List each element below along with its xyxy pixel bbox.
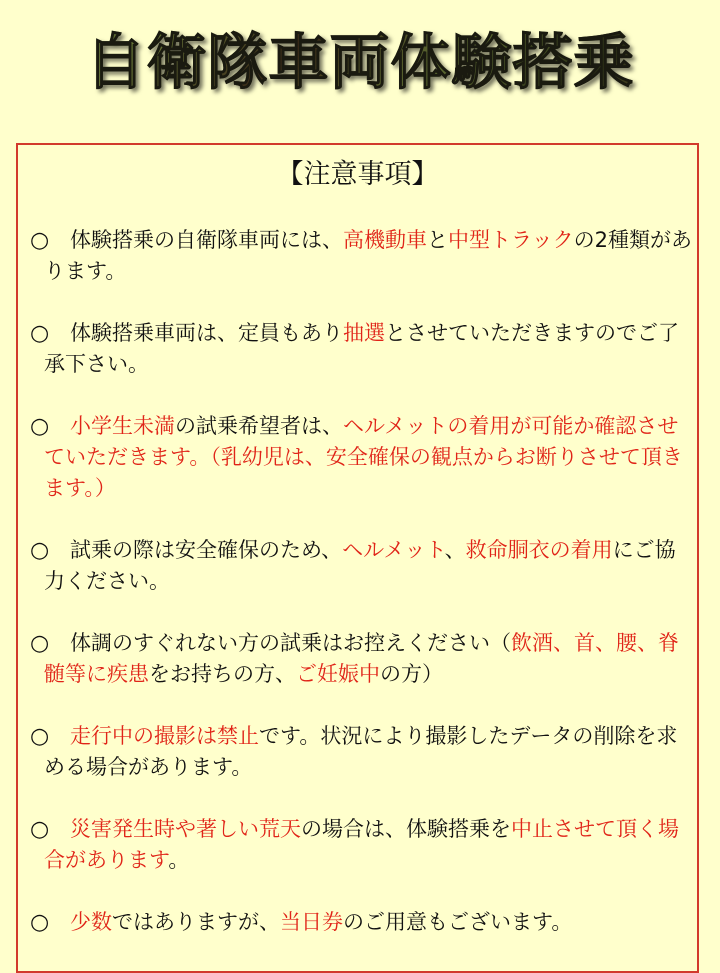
notice-highlight: ご妊娠中 <box>296 662 380 686</box>
notice-highlight: 中止させて頂く場合があります <box>44 817 679 872</box>
notice-text-segment: にご協力ください。 <box>44 538 676 593</box>
notice-text-segment: のご用意もございます。 <box>343 910 573 934</box>
notice-item-text <box>44 628 696 690</box>
notice-highlight: ヘルメットの着用が可能か確認させていただきます。（乳幼児は、安全確保の観点からお断りさせて頂きます。） <box>44 414 683 500</box>
circle-bullet-icon: ○ <box>30 910 50 935</box>
circle-bullet-icon: ○ <box>30 414 50 439</box>
notice-text-segment: の試乗希望者は、 <box>175 414 343 438</box>
notice-text-segment: 体調のすぐれない方の試乗はお控えください（ <box>70 631 511 655</box>
notice-highlight: 高機動車 <box>343 228 427 252</box>
notice-item <box>30 535 696 597</box>
circle-bullet-icon: ○ <box>30 228 50 253</box>
notice-text-segment: の2種類があります。 <box>44 228 692 283</box>
notice-highlight: 飲酒、首、腰、脊髄等に疾患 <box>44 631 679 686</box>
notice-box <box>16 143 699 973</box>
notice-item <box>30 628 696 690</box>
notice-text-segment: と <box>427 228 448 252</box>
notice-item-text <box>44 318 696 380</box>
circle-bullet-icon: ○ <box>30 817 50 842</box>
notice-item <box>30 907 696 938</box>
circle-bullet-icon: ○ <box>30 724 50 749</box>
page-title: 自衛隊車両体験搭乗 <box>0 24 720 102</box>
notice-highlight: 少数 <box>70 910 112 934</box>
notice-item <box>30 411 696 504</box>
notice-highlight: ヘルメット <box>342 538 445 562</box>
notice-item-text <box>44 225 696 287</box>
notice-highlight: 抽選 <box>343 321 385 345</box>
notice-item-text <box>44 721 696 783</box>
notice-highlight: 小学生未満 <box>70 414 175 438</box>
notice-item-text <box>44 535 696 597</box>
notice-highlight: 災害発生時や著しい荒天 <box>70 817 301 841</box>
notice-item <box>30 721 696 783</box>
notice-text-segment: ではありますが、 <box>112 910 280 934</box>
circle-bullet-icon: ○ <box>30 321 50 346</box>
notice-highlight: 救命胴衣の着用 <box>465 538 613 562</box>
circle-bullet-icon: ○ <box>30 538 50 563</box>
notice-text-segment: 試乗の際は安全確保のため、 <box>70 538 343 562</box>
notice-item-text <box>44 907 696 938</box>
notice-highlight: 当日券 <box>280 910 343 934</box>
notice-item <box>30 225 696 287</box>
notice-text-segment: 体験搭乗車両は、定員もあり <box>70 321 343 345</box>
notice-item <box>30 318 696 380</box>
notice-list <box>30 225 696 969</box>
notice-text-segment: 体験搭乗の自衛隊車両には、 <box>70 228 343 252</box>
notice-text-segment: とさせていただきますのでご了承下さい。 <box>44 321 679 376</box>
circle-bullet-icon: ○ <box>30 631 50 656</box>
notice-heading: 【注意事項】 <box>276 159 439 190</box>
notice-item-text <box>44 814 696 876</box>
notice-text-segment: です。状況により撮影したデータの削除を求める場合があります。 <box>44 724 678 779</box>
notice-text-segment: 、 <box>444 538 466 562</box>
notice-text-segment: をお持ちの方、 <box>149 662 296 686</box>
notice-item <box>30 814 696 876</box>
notice-text-segment: の場合は、体験搭乗を <box>301 817 511 841</box>
notice-highlight: 走行中の撮影は禁止 <box>70 724 259 748</box>
notice-item-text <box>44 411 696 504</box>
notice-text-segment: の方） <box>380 662 443 686</box>
notice-highlight: 中型トラック <box>448 228 574 252</box>
notice-text-segment: 。 <box>168 848 190 872</box>
